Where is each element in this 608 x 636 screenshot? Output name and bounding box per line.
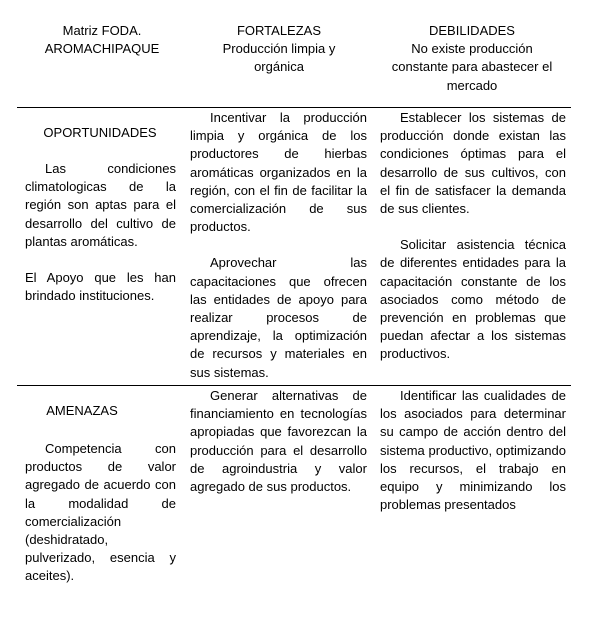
do-strategies bbox=[380, 109, 566, 364]
matrix-title-line-2: AROMACHIPAQUE bbox=[44, 41, 160, 57]
opportunity-item: El Apoyo que les han brindado instituciones. bbox=[25, 270, 176, 304]
divider-top bbox=[17, 107, 571, 108]
fo-strategy: Incentivar la producción limpia y orgánica de los productores de hierbas aromáticas organizados en la región, con el fin de facilitar la comercialización de sus productos. bbox=[190, 110, 367, 235]
threat-item: Competencia con productos de valor agregado de acuerdo con la modalidad de comercialización (deshidratado, pulverizado, esencia y aceites). bbox=[25, 441, 176, 584]
matrix-title-line-1: Matriz FODA. bbox=[62, 23, 142, 38]
fa-strategies bbox=[190, 387, 367, 496]
weaknesses-header-line-1: No existe producción bbox=[411, 41, 533, 57]
matrix-title bbox=[17, 22, 187, 58]
strengths-header-line-2: orgánica bbox=[254, 59, 304, 75]
opportunities-label: OPORTUNIDADES bbox=[43, 125, 157, 140]
weaknesses-header-line-3: mercado bbox=[446, 77, 498, 93]
threats-items bbox=[25, 440, 176, 586]
strengths-header-line-1: Producción limpia y bbox=[222, 41, 336, 57]
fo-strategies bbox=[190, 109, 367, 382]
opportunity-item: Las condiciones climatologicas de la región son aptas para el desarrollo del cultivo de plantas aromáticas. bbox=[25, 161, 176, 249]
fa-strategy: Generar alternativas de financiamiento en tecnologías apropiadas que favorezcan la producción para el desarrollo de agroindustria y valor agregado de sus productos. bbox=[190, 388, 367, 495]
da-strategy: Identificar las cualidades de los asociados para determinar su campo de acción dentro del sistema productivo, optimizando los recursos, el trabajo en equipo y minimizando los problemas presentados bbox=[380, 388, 566, 513]
weaknesses-header-title: DEBILIDADES bbox=[429, 23, 515, 38]
weaknesses-header bbox=[376, 22, 568, 95]
do-strategy: Solicitar asistencia técnica de diferentes entidades para la capacitación constante de los asociados como método de prevención en problemas que puedan afectar a los sistemas productivos. bbox=[380, 237, 566, 362]
do-strategy: Establecer los sistemas de producción donde existan las condiciones óptimas para el desarrollo de sus cultivos, con el fin de satisfacer la demanda de sus clientes. bbox=[380, 110, 566, 217]
threats-label: AMENAZAS bbox=[46, 403, 118, 418]
fo-strategy: Aprovechar las capacitaciones que ofrecen las entidades de apoyo para realizar procesos de aprendizaje, la optimización de recursos y materiales en sus sistemas. bbox=[190, 255, 367, 380]
weaknesses-header-line-2: constante para abastecer el bbox=[391, 59, 553, 75]
opportunities-items bbox=[25, 160, 176, 305]
da-strategies bbox=[380, 387, 566, 514]
strengths-header-title: FORTALEZAS bbox=[236, 23, 322, 38]
strengths-header bbox=[190, 22, 368, 77]
divider-middle bbox=[17, 385, 571, 386]
